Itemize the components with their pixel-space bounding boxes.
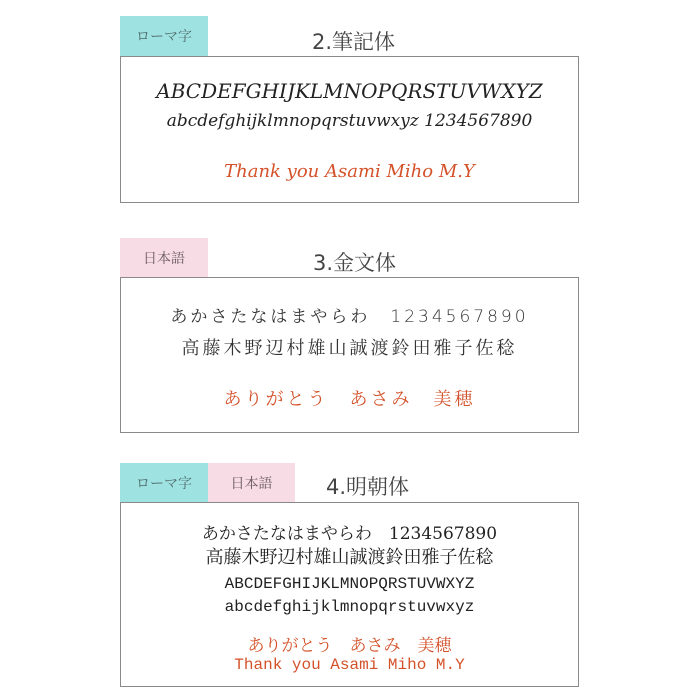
- name-sample: Thank you Asami Miho M.Y: [224, 161, 475, 182]
- lowercase-sample: abcdefghijklmnopqrstuvwxyz: [224, 598, 475, 616]
- sample-box-minchotai: [120, 502, 579, 687]
- kana-name-sample: ありがとう あさみ 美穂: [247, 636, 452, 656]
- lowercase-digits-sample: abcdefghijklmnopqrstuvwxyz 1234567890: [166, 111, 533, 131]
- section-title-minchotai: 4.明朝体: [326, 475, 410, 499]
- romaji-tag: ローマ字: [120, 16, 208, 56]
- romaji-name-sample: Thank you Asami Miho M.Y: [234, 656, 465, 674]
- section-title-kinbuntai: 3.金文体: [313, 251, 397, 275]
- kana-digits-sample: あかさたなはまやらわ 1234567890: [170, 307, 529, 327]
- nihongo-tag: 日本語: [208, 463, 295, 503]
- section-title-hikkitai: 2.筆記体: [312, 30, 396, 54]
- kanji-sample: 高藤木野辺村雄山誠渡鈴田雅子佐稔: [205, 547, 494, 568]
- uppercase-sample: ABCDEFGHIJKLMNOPQRSTUVWXYZ: [156, 79, 543, 103]
- sample-box-hikkitai: [120, 56, 579, 203]
- nihongo-tag: 日本語: [120, 238, 208, 278]
- kana-digits-sample: あかさたなはまやらわ 1234567890: [201, 524, 498, 544]
- romaji-tag: ローマ字: [120, 463, 208, 503]
- sample-box-kinbuntai: [120, 277, 579, 433]
- name-sample: ありがとう あさみ 美穂: [223, 389, 476, 410]
- kanji-sample: 高藤木野辺村雄山誠渡鈴田雅子佐稔: [181, 338, 518, 359]
- uppercase-sample: ABCDEFGHIJKLMNOPQRSTUVWXYZ: [224, 575, 475, 593]
